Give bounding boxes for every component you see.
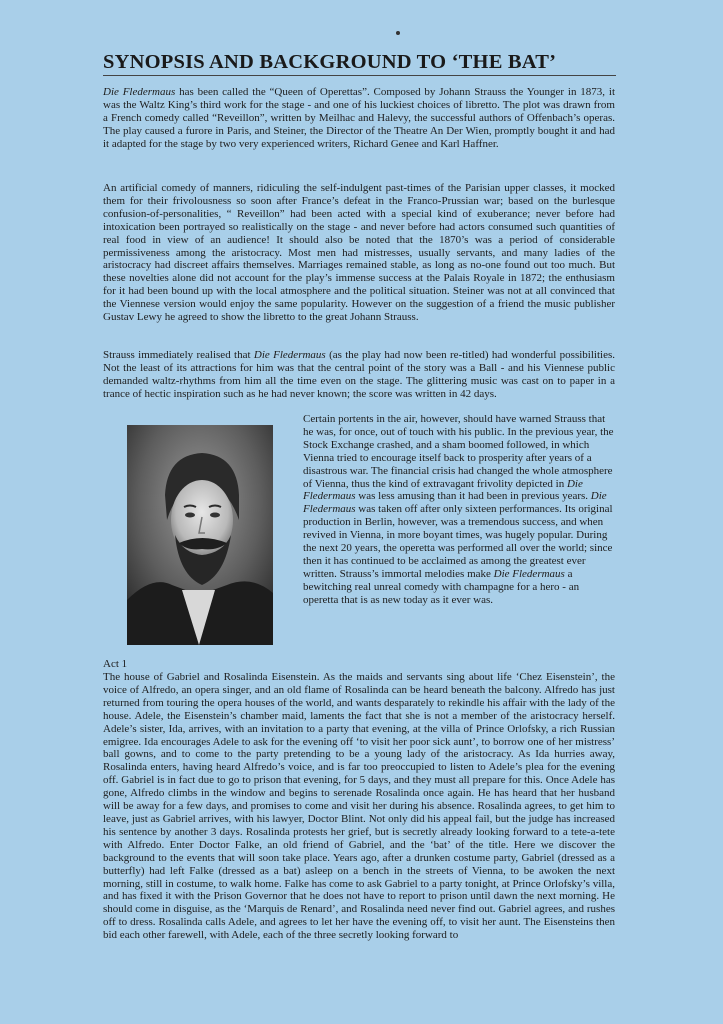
paragraph-text: a bewitching real unreal comedy with champagne for a hero - an operetta that is as new today as it ever was. (303, 567, 580, 606)
act-heading: Act 1 (103, 658, 128, 670)
paragraph-intro (103, 86, 615, 151)
punch-dot (396, 31, 400, 35)
opera-title: Die Fledermaus (303, 477, 583, 503)
opera-title: Die Fledermaus (253, 349, 326, 361)
paragraph-text: Certain portents in the air, however, should have warned Strauss that he was, for once, out of touch with his public. In the previous year, the Stock Exchange crashed, and a sham boomed followed, in which Vienna tried to encourage itself back to prosperity after years of a disastrous war. The financial crisis had changed the whole atmosphere of Vienna, thus the kind of extravagant frivolity depicted in (303, 413, 614, 490)
paragraph-text: was taken off after only sixteen performances. Its original production in Berlin, however, was a tremendous success, and when revived in Vienna, in more boyant times, was hugely popular. During the next 20 years, the operetta was performed all over the world; since then it has continued to be acclaimed as among the greatest ever written. Strauss’s immortal melodies make (303, 503, 613, 580)
paragraph-text: has been called the “Queen of Operettas”. Composed by Johann Strauss the Younger in 1873, it was the Waltz King’s third work for the stage - and one of his luckiest choices of libretto. The plot was drawn from a French comedy called “Reveillon”, written by Meilhac and Halevy, the successful authors of Offenbach’s operas. The play caused a furore in Paris, and Steiner, the Director of the Theatre An Der Wien, promptly bought it and had it adapted for the stage by two very experienced writers, Richard Genee and Karl Haffner. (103, 86, 615, 150)
paragraph-background: An artificial comedy of manners, ridiculing the self-indulgent past-times of the Parisian upper classes, it mocked them for their frivolousness so soon after France’s defeat in the Franco-Prussian war; based on the burlesque confusion-of-personalities, “ Reveillon” had been acted with a special kind of exuberance; never before had intoxication been portrayed so realistically on the stage - and never before had actors consumed such quantities of real food in view of an audience! It should also be noted that the 1870’s was a period of considerable permissiveness among the aristocracy. Most men had mistresses, usually servants, and many ladies of the aristocracy had discreet affairs themselves. Marriages remained stable, as long as no-one found out too much. But these novelties alone did not account for the play’s immense success at the Palais Royale in 1872; the enthusiasm for it had been bound up with the local atmosphere and the political situation. Steiner was not at all convinced that the Viennese version would enjoy the same popularity. However on the suggestion of a friend the music publisher Gustav Lewy he agreed to show the libretto to the great Johann Strauss. (103, 182, 615, 324)
paragraph-portents (303, 413, 615, 607)
opera-title: Die Fledermaus (303, 490, 607, 516)
paragraph-text: (as the play had now been re-titled) had wonderful possibilities. Not the least of its attractions for him was that the central point of the story was a Ball - and his Viennese public demanded waltz-rhythms from him all the time even on the stage. The glittering music was cast on to paper in a trance of hectic inspiration such as he had never known; the score was written in 42 days. (103, 349, 615, 400)
title-underline (103, 75, 616, 76)
paragraph-act-1: The house of Gabriel and Rosalinda Eisenstein. As the maids and servants sing about life ‘Chez Eisenstein’, the voice of Alfredo, an opera singer, and an old flame of Rosalinda can be heard beneath the balcony. Alfredo has just returned from touring the opera houses of the world, and wants desparately to rekindle his affair with the lady of the house. Adele, the Eisenstein’s chamber maid, laments the fact that she is not a member of the aristocracy herself. Adele’s sister, Ida, arrives, with an invitation to a party that evening, at the villa of Prince Orlofsky, a rich Russian emigree. Ida encourages Adele to ask for the evening off ‘to visit her poor sick aunt’, to borrow one of her mistress’ ball gowns, and to come to the party pretending to be a young lady of the aristocracy. As Ida hurries away, Rosalinda enters, having heard Alfredo’s voice, and is far too preoccupied to listen to Adele’s plea for the evening off. Gabriel is in fact due to go to prison that evening, for 5 days, and they must all prepare for this. Once Adele has gone, Alfredo climbs in the window and begins to serenade Rosalinda once again. He has heard that her husband will be away for a few days, and promises to come and visit her during his absence. Rosalinda agrees, to get him to leave, just as Gabriel arrives, with his lawyer, Doctor Blint. Not only did his appeal fail, but the judge has increased his sentence by another 3 days. Rosalinda protests her grief, but is secretly already looking forward to a tete-a-tete with Alfredo. Enter Doctor Falke, an old friend of Gabriel, and the ‘bat’ of the title. Here we discover the background to the events that will soon take place. Years ago, after a drunken costume party, Gabriel (dressed as a butterfly) had left Falke (dressed as a bat) asleep on a bench in the streets of Vienna, to be awoken the next morning, still in costume, to walk home. Falke has come to ask Gabriel to a party tonight, at Prince Orlofsky’s villa, and has fixed it with the Prison Governor that he does not have to report to prison until dawn the next morning. He should come in disguise, as the ‘Marquis de Renard’, and Rosalinda need never find out. Gabriel agrees, and rushes off to dress. Rosalinda calls Adele, and agrees to let her have the evening off, to visit her aunt. The Eisensteins then bid each other farewell, with Adele, each of the three secretly looking forward to (103, 671, 615, 942)
paragraph-strauss (103, 349, 615, 401)
opera-title: Die Fledermaus (493, 567, 565, 580)
portrait-photo (127, 425, 273, 645)
strauss-portrait-image (127, 425, 273, 645)
paragraph-text: was less amusing than it had been in previous years. (355, 490, 591, 503)
page-title: SYNOPSIS AND BACKGROUND TO ‘THE BAT’ (103, 51, 557, 73)
paragraph-text: Strauss immediately realised that (103, 349, 254, 361)
opera-title: Die Fledermaus (103, 86, 176, 98)
